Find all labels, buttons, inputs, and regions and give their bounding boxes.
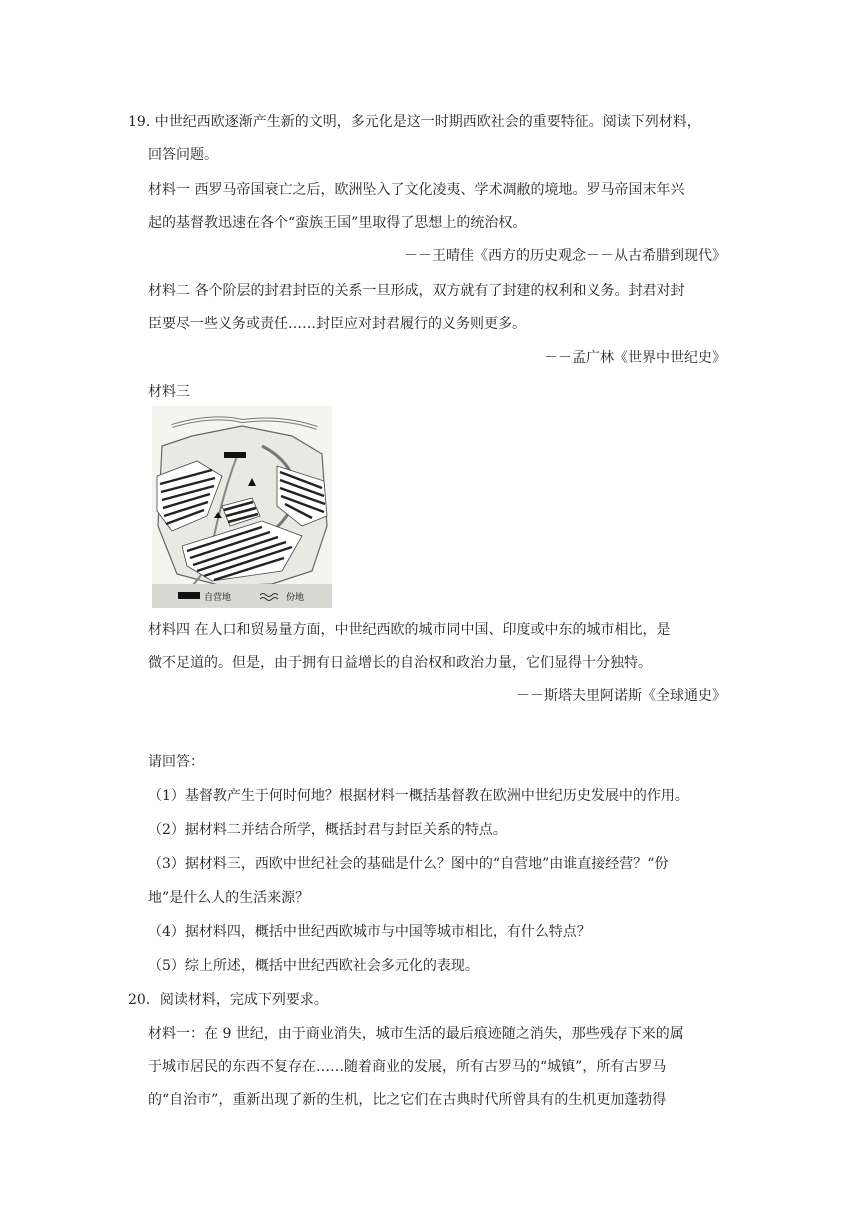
q19-answer-prompt: 请回答： [148,754,204,770]
q19-stem-line1: 19. 中世纪西欧逐渐产生新的文明，多元化是这一时期西欧社会的重要特征。阅读下列材料， [128,114,701,130]
q20-material1-line2: 于城市居民的东西不复存在……随着商业的发展，所有古罗马的“城镇”，所有古罗马 [148,1059,667,1075]
q19-material4-line1: 材料四 在人口和贸易量方面，中世纪西欧的城市同中国、印度或中东的城市相比，是 [148,622,671,638]
q19-subquestion-1: （1）基督教产生于何时何地？根据材料一概括基督教在欧洲中世纪历史发展中的作用。 [148,788,689,804]
q19-material2-source: －－孟广林《世界中世纪史》 [544,350,726,366]
q19-subquestion-3-line1: （3）据材料三，西欧中世纪社会的基础是什么？图中的“自营地”由谁直接经营？“份 [148,856,669,872]
q19-subquestion-5: （5）综上所述，概括中世纪西欧社会多元化的表现。 [148,958,479,974]
q20-material1-line3: 的“自治市”，重新出现了新的生机，比之它们在古典时代所曾具有的生机更加蓬勃得 [148,1092,667,1108]
q19-subquestion-4: （4）据材料四，概括中世纪西欧城市与中国等城市相比，有什么特点？ [148,924,591,940]
map-legend-demesne-label: 自营地 [204,593,232,603]
q19-material2-line1: 材料二 各个阶层的封君封臣的关系一旦形成，双方就有了封建的权利和义务。封君对封 [148,283,685,299]
q19-material1-source: －－王晴佳《西方的历史观念－－从古希腊到现代》 [404,248,726,264]
manor-map-figure [152,406,332,608]
q19-material4-line2: 微不足道的。但是，由于拥有日益增长的自治权和政治力量，它们显得十分独特。 [148,655,652,671]
q19-material1-line1: 材料一 西罗马帝国衰亡之后，欧洲坠入了文化凌夷、学术凋敝的境地。罗马帝国末年兴 [148,182,685,198]
q19-stem-line2: 回答问题。 [148,147,218,163]
q19-subquestion-3-line2: 地”是什么人的生活来源？ [148,890,310,906]
q19-material2-line2: 臣要尽一些义务或责任……封臣应对封君履行的义务则更多。 [148,316,526,332]
q20-material1-line1: 材料一：在 9 世纪，由于商业消失，城市生活的最后痕迹随之消失，那些残存下来的属 [148,1026,684,1042]
q19-material1-line2: 起的基督教迅速在各个“蛮族王国”里取得了思想上的统治权。 [148,215,527,231]
q19-material4-source: －－斯塔夫里阿诺斯《全球通史》 [516,688,726,704]
map-legend-tenure-label: 份地 [286,593,305,603]
q20-stem: 20．阅读材料，完成下列要求。 [128,992,328,1008]
q19-material3-label: 材料三 [148,384,190,400]
q19-subquestion-2: （2）据材料二并结合所学，概括封君与封臣关系的特点。 [148,822,507,838]
